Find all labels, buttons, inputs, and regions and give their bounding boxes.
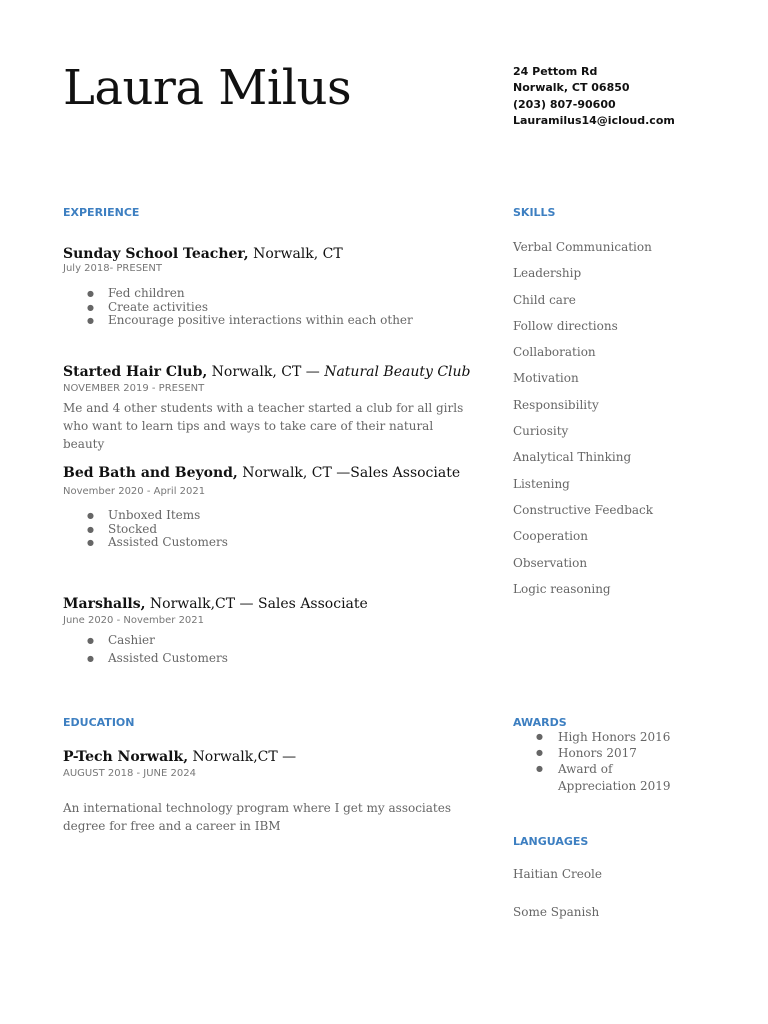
job-location: Norwalk,CT — Sales Associate: [145, 596, 368, 612]
school-description: An international technology program where I get my associates degree for free and a career in IBM: [63, 801, 452, 833]
list-item: ● Honors 2017: [513, 745, 703, 761]
languages-heading: LANGUAGES: [513, 835, 589, 848]
awards-list: [513, 729, 703, 794]
school-location: Norwalk,CT —: [188, 749, 297, 765]
education-heading: EDUCATION: [63, 716, 135, 729]
skill-item: Child care: [513, 292, 576, 307]
skill-item: Curiosity: [513, 424, 569, 439]
job-date: July 2018- PRESENT: [63, 263, 162, 274]
language-item: Haitian Creole: [513, 867, 602, 881]
job-location: Norwalk, CT —Sales Associate: [237, 465, 461, 481]
list-item: ● Assisted Customers: [63, 650, 368, 668]
job-bullets: [63, 287, 413, 328]
job-role: Natural Beauty Club: [324, 364, 471, 380]
resume-name: Laura Milus: [63, 60, 352, 116]
job-entry: [63, 465, 460, 550]
list-item: ● High Honors 2016: [513, 729, 703, 745]
job-org: Bed Bath and Beyond,: [63, 465, 238, 481]
job-title: [63, 246, 413, 262]
education-entry: [63, 749, 473, 835]
job-date: NOVEMBER 2019 - PRESENT: [63, 383, 205, 394]
job-title: [63, 364, 473, 380]
skill-item: Observation: [513, 555, 588, 570]
skill-item: Cooperation: [513, 529, 588, 544]
school-title: [63, 749, 473, 765]
list-item: ● Unboxed Items: [63, 509, 460, 523]
skill-item: Responsibility: [513, 397, 599, 412]
school-name: P-Tech Norwalk,: [63, 749, 189, 765]
skills-heading: SKILLS: [513, 206, 556, 219]
list-item: ● Cashier: [63, 632, 368, 650]
contact-city: Norwalk, CT 06850: [513, 81, 630, 95]
contact-address: 24 Pettom Rd: [513, 65, 598, 78]
awards-heading: AWARDS: [513, 716, 567, 729]
list-item: ● Stocked: [63, 523, 460, 537]
list-item: ● Award of Appreciation 2019: [513, 761, 688, 793]
language-item: Some Spanish: [513, 905, 600, 919]
job-bullets: [63, 509, 460, 550]
skill-item: Analytical Thinking: [513, 450, 632, 465]
job-location: Norwalk, CT —: [207, 364, 325, 380]
skill-item: Collaboration: [513, 345, 596, 360]
job-date: November 2020 - April 2021: [63, 486, 206, 497]
skill-item: Leadership: [513, 266, 582, 281]
list-item: ● Assisted Customers: [63, 536, 460, 550]
skill-item: Motivation: [513, 371, 579, 386]
skill-item: Logic reasoning: [513, 581, 611, 596]
job-org: Marshalls,: [63, 596, 146, 612]
job-date: June 2020 - November 2021: [63, 615, 205, 626]
skill-item: Listening: [513, 476, 570, 491]
job-title: [63, 596, 368, 612]
contact-phone: (203) 807-90600: [513, 97, 616, 111]
contact-email: Lauramilus14@icloud.com: [513, 113, 675, 127]
school-date: AUGUST 2018 - JUNE 2024: [63, 768, 196, 779]
skill-item: Follow directions: [513, 318, 618, 333]
skill-item: Constructive Feedback: [513, 502, 654, 517]
skill-item: Verbal Communication: [513, 240, 652, 254]
job-description: Me and 4 other students with a teacher started a club for all girls who want to learn tips and ways to take care of their natural beauty: [63, 401, 464, 451]
job-entry: [63, 364, 473, 453]
job-location: Norwalk, CT: [248, 246, 343, 262]
job-title: [63, 465, 460, 481]
job-entry: [63, 596, 368, 667]
list-item: ● Fed children: [63, 287, 413, 301]
job-org: Started Hair Club,: [63, 364, 208, 380]
job-entry: [63, 246, 413, 328]
contact-block: [513, 64, 675, 129]
job-org: Sunday School Teacher,: [63, 246, 249, 262]
list-item: ● Create activities: [63, 301, 413, 315]
skills-list: [513, 238, 653, 606]
experience-heading: EXPERIENCE: [63, 206, 140, 219]
list-item: ● Encourage positive interactions within each other: [63, 314, 413, 328]
job-bullets: [63, 632, 368, 667]
